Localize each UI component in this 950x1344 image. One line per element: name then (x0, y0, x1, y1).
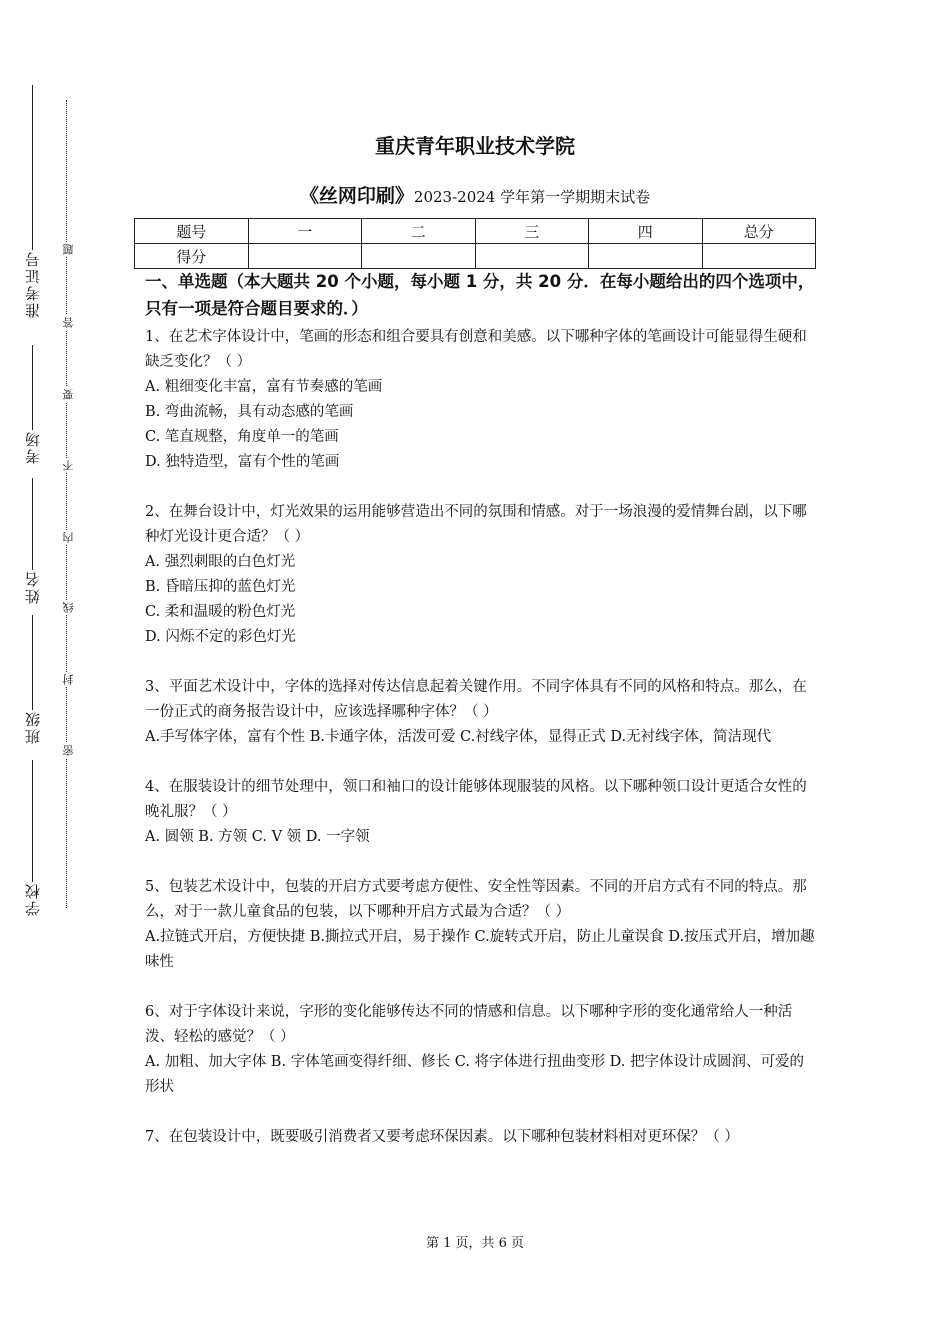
score-cell[interactable] (475, 244, 589, 269)
seal-char: 要 (62, 389, 75, 400)
score-cell[interactable] (702, 244, 816, 269)
name-field[interactable] (22, 478, 42, 604)
score-cell[interactable] (589, 244, 703, 269)
exam-content (145, 268, 815, 1175)
class-label: 班级 (23, 710, 42, 744)
question-4 (145, 775, 815, 850)
score-header-cell: 四 (589, 219, 703, 244)
school-title: 重庆青年职业技术学院 (375, 134, 575, 158)
exam-room-field[interactable] (22, 345, 42, 464)
seal-char: 不 (62, 460, 75, 471)
question-2 (145, 500, 815, 650)
question-6 (145, 1000, 815, 1100)
question-options: A.手写体字体，富有个性 B.卡通字体，活泼可爱 C.衬线字体，显得正式 D.无衬线字体，简洁现代 (145, 729, 772, 745)
score-header-cell: 一 (248, 219, 362, 244)
seal-char: 题 (62, 244, 75, 255)
question-1 (145, 325, 815, 475)
question-options: A.拉链式开启，方便快捷 B.撕拉式开启，易于操作 C.旋转式开启，防止儿童误食 D.按压式开启，增加趣味性 (145, 929, 815, 970)
term-text: 2023-2024 学年第一学期期末试卷 (413, 188, 651, 206)
score-header-cell: 题号 (135, 219, 249, 244)
score-header-cell: 二 (362, 219, 476, 244)
class-field[interactable] (22, 615, 42, 744)
class-underline (32, 615, 33, 710)
score-header-cell: 三 (475, 219, 589, 244)
course-name: 《丝网印刷》 (299, 185, 414, 207)
score-table-score-row (135, 244, 816, 269)
question-5 (145, 875, 815, 975)
question-stem: 6、对于字体设计来说，字形的变化能够传达不同的情感和信息。以下哪种字形的变化通常给人一种活泼、轻松的感觉？（ ） (145, 1004, 793, 1045)
score-cell[interactable] (248, 244, 362, 269)
question-option: D. 独特造型，富有个性的笔画 (145, 454, 340, 470)
question-options: A. 圆领 B. 方领 C. V 领 D. 一字领 (145, 829, 370, 845)
score-header-cell: 总分 (702, 219, 816, 244)
question-stem: 7、在包装设计中，既要吸引消费者又要考虑环保因素。以下哪种包装材料相对更环保？（ ） (145, 1129, 739, 1145)
question-7 (145, 1125, 815, 1150)
exam-room-label: 考场 (23, 430, 42, 464)
question-stem: 4、在服装设计的细节处理中，领口和袖口的设计能够体现服装的风格。以下哪种领口设计更适合女性的晚礼服？（ ） (145, 779, 807, 820)
question-option: B. 昏暗压抑的蓝色灯光 (145, 579, 296, 595)
page-footer: 第 1 页，共 6 页 (425, 1236, 525, 1251)
question-stem: 1、在艺术字体设计中，笔画的形态和组合要具有创意和美感。以下哪种字体的笔画设计可能显得生硬和缺乏变化？（ ） (145, 329, 807, 370)
name-label: 姓名 (23, 570, 42, 604)
exam-subtitle (0, 181, 950, 208)
section-heading: 一、单选题（本大题共 20 个小题，每小题 1 分，共 20 分．在每小题给出的四个选项中，只有一项是符合题目要求的．） (145, 272, 815, 318)
seal-char: 线 (62, 602, 75, 613)
seal-char: 答 (62, 317, 75, 328)
question-option: D. 闪烁不定的彩色灯光 (145, 629, 296, 645)
question-stem: 2、在舞台设计中，灯光效果的运用能够营造出不同的氛围和情感。对于一场浪漫的爱情舞台剧，以下哪种灯光设计更合适？（ ） (145, 504, 807, 545)
question-option: C. 柔和温暖的粉色灯光 (145, 604, 296, 620)
question-options: A. 加粗、加大字体 B. 字体笔画变得纤细、修长 C. 将字体进行扭曲变形 D. 把字体设计成圆润、可爱的形状 (145, 1054, 805, 1095)
score-cell[interactable] (362, 244, 476, 269)
seal-char: 封 (62, 674, 75, 685)
school-label: 学校 (23, 882, 42, 916)
question-option: A. 强烈刺眼的白色灯光 (145, 554, 296, 570)
seal-line (66, 100, 67, 908)
question-option: B. 弯曲流畅，具有动态感的笔画 (145, 404, 354, 420)
seal-char: 内 (62, 532, 75, 543)
question-stem: 3、平面艺术设计中，字体的选择对传达信息起着关键作用。不同字体具有不同的风格和特点。那么，在一份正式的商务报告设计中，应该选择哪种字体？（ ） (145, 679, 807, 720)
exam-room-underline (32, 345, 33, 430)
score-row-label: 得分 (135, 244, 249, 269)
question-3 (145, 675, 815, 750)
score-table (134, 218, 816, 269)
question-option: C. 笔直规整，角度单一的笔画 (145, 429, 339, 445)
exam-id-underline (32, 85, 33, 250)
question-option: A. 粗细变化丰富，富有节奏感的笔画 (145, 379, 383, 395)
school-field[interactable] (22, 760, 42, 916)
seal-char: 密 (62, 745, 75, 756)
question-stem: 5、包装艺术设计中，包装的开启方式要考虑方便性、安全性等因素。不同的开启方式有不同的特点。那么，对于一款儿童食品的包装，以下哪种开启方式最为合适？（ ） (145, 879, 807, 920)
school-underline (32, 760, 33, 882)
score-table-header-row (135, 219, 816, 244)
name-underline (32, 478, 33, 570)
exam-id-label: 准考证号 (23, 250, 42, 318)
